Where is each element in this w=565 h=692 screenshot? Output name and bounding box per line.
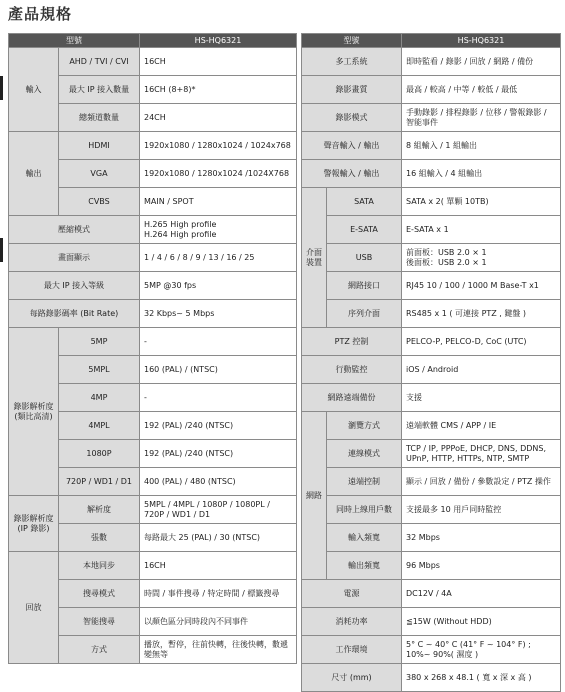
spec-key: 解析度 xyxy=(59,496,140,524)
spec-table-left xyxy=(8,33,297,664)
spec-value: 最高 / 較高 / 中等 / 較低 / 最低 xyxy=(402,76,561,104)
spec-key: 畫面顯示 xyxy=(9,244,140,272)
spec-key: 張數 xyxy=(59,524,140,552)
spec-value: RJ45 10 / 100 / 1000 M Base-T x1 xyxy=(402,272,561,300)
spec-value: 1920x1080 / 1280x1024 / 1024x768 xyxy=(140,132,297,160)
spec-key: 最大 IP 接入等級 xyxy=(9,272,140,300)
spec-key: 本地同步 xyxy=(59,552,140,580)
spec-key: HDMI xyxy=(59,132,140,160)
spec-value: - xyxy=(140,384,297,412)
spec-value: 支援 xyxy=(402,384,561,412)
spec-value: E-SATA x 1 xyxy=(402,216,561,244)
group-record-hd: 錄影解析度 (類比高清) xyxy=(9,328,59,496)
spec-key: 輸入頻寬 xyxy=(327,524,402,552)
group-record-ip: 錄影解析度 (IP 錄影) xyxy=(9,496,59,552)
spec-value: SATA x 2( 單顆 10TB) xyxy=(402,188,561,216)
spec-value: 16CH xyxy=(140,48,297,76)
spec-key: 電源 xyxy=(302,580,402,608)
spec-value: 1920x1080 / 1280x1024 /1024X768 xyxy=(140,160,297,188)
spec-table-right xyxy=(301,33,561,692)
spec-key: 尺寸 (mm) xyxy=(302,664,402,692)
spec-value: ≦15W (Without HDD) xyxy=(402,608,561,636)
spec-key: 多工系統 xyxy=(302,48,402,76)
spec-value: 顯示 / 回放 / 備份 / 參數設定 / PTZ 操作 xyxy=(402,468,561,496)
spec-value: 遠端軟體 CMS / APP / IE xyxy=(402,412,561,440)
spec-key: 工作環境 xyxy=(302,636,402,664)
spec-value: 32 Mbps xyxy=(402,524,561,552)
header-model-label: 型號 xyxy=(302,34,402,48)
spec-value: 每路最大 25 (PAL) / 30 (NTSC) xyxy=(140,524,297,552)
group-interface: 介面裝置 xyxy=(302,188,327,328)
group-network: 網路 xyxy=(302,412,327,580)
spec-key: 總頻道數量 xyxy=(59,104,140,132)
spec-key: 同時上線用戶數 xyxy=(327,496,402,524)
spec-key: 最大 IP 接入數量 xyxy=(59,76,140,104)
spec-value: 192 (PAL) /240 (NTSC) xyxy=(140,440,297,468)
group-input: 輸入 xyxy=(9,48,59,132)
spec-key: VGA xyxy=(59,160,140,188)
spec-value: 5MPL / 4MPL / 1080P / 1080PL / 720P / WD1 / D1 xyxy=(140,496,297,524)
spec-value: 160 (PAL) / (NTSC) xyxy=(140,356,297,384)
spec-value: 24CH xyxy=(140,104,297,132)
spec-key: 遠端控制 xyxy=(327,468,402,496)
spec-value: DC12V / 4A xyxy=(402,580,561,608)
spec-key: 網路遠端備份 xyxy=(302,384,402,412)
spec-value: RS485 x 1 ( 可連接 PTZ , 鍵盤 ) xyxy=(402,300,561,328)
spec-key: SATA xyxy=(327,188,402,216)
page-title: 產品規格 xyxy=(8,5,73,23)
spec-key: 智能搜尋 xyxy=(59,608,140,636)
spec-value: 16CH xyxy=(140,552,297,580)
spec-value: iOS / Android xyxy=(402,356,561,384)
group-playback: 回放 xyxy=(9,552,59,664)
spec-key: 連線模式 xyxy=(327,440,402,468)
header-model-value: HS-HQ6321 xyxy=(140,34,297,48)
spec-key: E-SATA xyxy=(327,216,402,244)
spec-value: 支援最多 10 用戶同時監控 xyxy=(402,496,561,524)
spec-value: 前面板：USB 2.0 × 1 後面板：USB 2.0 × 1 xyxy=(402,244,561,272)
group-output: 輸出 xyxy=(9,132,59,216)
spec-key: CVBS xyxy=(59,188,140,216)
spec-value: 即時監看 / 錄影 / 回放 / 網路 / 備份 xyxy=(402,48,561,76)
left-edge-marker xyxy=(0,76,3,100)
header-model-label: 型號 xyxy=(9,34,140,48)
spec-key: 1080P xyxy=(59,440,140,468)
spec-key: 消耗功率 xyxy=(302,608,402,636)
left-edge-marker xyxy=(0,238,3,262)
spec-key: 每路錄影碼率 (Bit Rate) xyxy=(9,300,140,328)
spec-key: 網路接口 xyxy=(327,272,402,300)
header-model-value: HS-HQ6321 xyxy=(402,34,561,48)
spec-key: 720P / WD1 / D1 xyxy=(59,468,140,496)
spec-key: 輸出頻寬 xyxy=(327,552,402,580)
spec-value: 96 Mbps xyxy=(402,552,561,580)
spec-value: 播放，暫停，往前快轉，往後快轉，數遞變無等 xyxy=(140,636,297,664)
spec-key: 錄影畫質 xyxy=(302,76,402,104)
spec-value: PELCO-P, PELCO-D, CoC (UTC) xyxy=(402,328,561,356)
spec-key: 5MP xyxy=(59,328,140,356)
spec-value: 380 x 268 x 48.1 ( 寬 x 深 x 高 ) xyxy=(402,664,561,692)
spec-value: 192 (PAL) /240 (NTSC) xyxy=(140,412,297,440)
spec-key: USB xyxy=(327,244,402,272)
spec-key: 4MPL xyxy=(59,412,140,440)
spec-key: 警報輸入 / 輸出 xyxy=(302,160,402,188)
spec-key: 5MPL xyxy=(59,356,140,384)
spec-key: 錄影模式 xyxy=(302,104,402,132)
spec-value: H.265 High profile H.264 High profile xyxy=(140,216,297,244)
spec-key: 4MP xyxy=(59,384,140,412)
spec-value: 1 / 4 / 6 / 8 / 9 / 13 / 16 / 25 xyxy=(140,244,297,272)
spec-key: 搜尋模式 xyxy=(59,580,140,608)
spec-value: 16 組輸入 / 4 組輸出 xyxy=(402,160,561,188)
spec-value: 32 Kbps~ 5 Mbps xyxy=(140,300,297,328)
spec-value: TCP / IP, PPPoE, DHCP, DNS, DDNS, UPnP, HTTP, HTTPs, NTP, SMTP xyxy=(402,440,561,468)
spec-value: 以顏色區分同時段內不同事件 xyxy=(140,608,297,636)
spec-key: 聲音輸入 / 輸出 xyxy=(302,132,402,160)
spec-key: 瀏覽方式 xyxy=(327,412,402,440)
spec-key: 方式 xyxy=(59,636,140,664)
spec-value: MAIN / SPOT xyxy=(140,188,297,216)
spec-value: 8 組輸入 / 1 組輸出 xyxy=(402,132,561,160)
spec-key: 序列介面 xyxy=(327,300,402,328)
spec-key: 壓縮模式 xyxy=(9,216,140,244)
spec-value: 5MP @30 fps xyxy=(140,272,297,300)
spec-value: 5° C ~ 40° C (41° F ~ 104° F) ; 10%~ 90%( 濕度 ) xyxy=(402,636,561,664)
spec-value: 16CH (8+8)* xyxy=(140,76,297,104)
spec-value: 時間 / 事件搜尋 / 特定時間 / 標籤搜尋 xyxy=(140,580,297,608)
spec-key: PTZ 控制 xyxy=(302,328,402,356)
spec-value: 手動錄影 / 排程錄影 / 位移 / 警報錄影 / 智能事件 xyxy=(402,104,561,132)
spec-value: 400 (PAL) / 480 (NTSC) xyxy=(140,468,297,496)
spec-key: AHD / TVI / CVI xyxy=(59,48,140,76)
spec-key: 行動監控 xyxy=(302,356,402,384)
spec-value: - xyxy=(140,328,297,356)
